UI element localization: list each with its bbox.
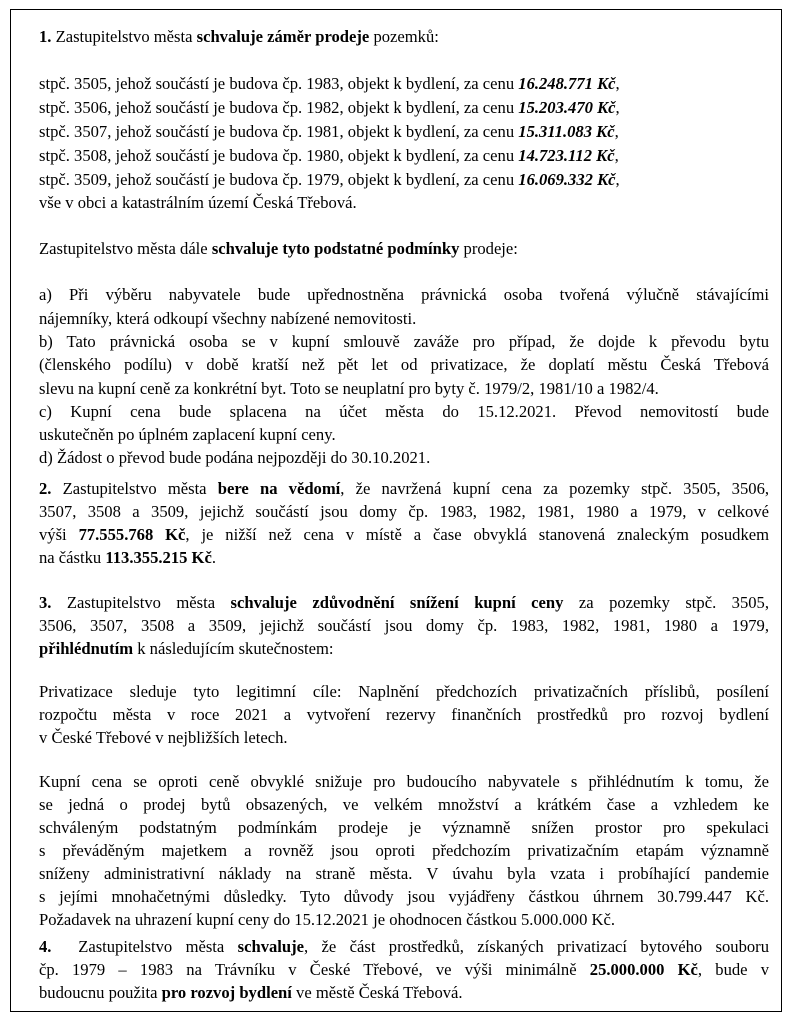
cond-bold: schvaluje tyto podstatné podmínky bbox=[211, 239, 460, 258]
condition-a-line2: nájemníky, která odkoupí všechny nabízené nemovitosti. bbox=[39, 309, 417, 328]
s3-para2-line2: se jedná o prodej bytů obsazených, ve velkém množství a krátkém čase a vzhledem ke bbox=[39, 795, 769, 814]
s2-appraisal-price: 113.355.215 Kč bbox=[105, 548, 212, 567]
s4-min-amount: 25.000.000 Kč bbox=[589, 960, 698, 979]
s1-conditions-heading bbox=[39, 239, 769, 260]
s4-l3-text: budoucnu použita bbox=[39, 983, 162, 1002]
s4-line1 bbox=[39, 937, 769, 958]
s4-l2-text: čp. 1979 – 1983 na Trávníku v České Třebové, ve výši minimálně bbox=[39, 960, 590, 979]
item-price: 16.248.771 Kč bbox=[518, 74, 616, 93]
s1-item-3508 bbox=[39, 146, 769, 167]
s3-para2-line7: Požadavek na uhrazení kupní ceny do 15.12.2021 je ohodnocen částkou 5.000.000 Kč. bbox=[39, 910, 616, 929]
s2-l3-tail: , je nižší než cena v místě a čase obvyklá stanovená znaleckým posudkem bbox=[185, 525, 770, 544]
item-text: stpč. 3509, jehož součástí je budova čp. 1979, objekt k bydlení, za cenu bbox=[39, 170, 519, 189]
s2-l4-tail: . bbox=[211, 548, 216, 567]
s4-l3-tail: ve městě Česká Třebová. bbox=[291, 983, 463, 1002]
item-text: stpč. 3507, jehož součástí je budova čp. 1981, objekt k bydlení, za cenu bbox=[39, 122, 519, 141]
item-text: stpč. 3505, jehož součástí je budova čp. 1983, objekt k bydlení, za cenu bbox=[39, 74, 519, 93]
s3-line1 bbox=[39, 593, 769, 614]
condition-b-line1: b) Tato právnická osoba se v kupní smlouvě zaváže pro případ, že dojde k převodu bytu bbox=[39, 332, 769, 351]
s4-text: Zastupitelstvo města bbox=[51, 937, 238, 956]
s4-tail: , že část prostředků, získaných privatizací bytového souboru bbox=[304, 937, 769, 956]
s3-para2-line3: schváleným podstatným podmínkám prodeje je významně snížen prostor pro spekulaci bbox=[39, 818, 769, 837]
s3-para1-line3: v České Třebové v nejbližších letech. bbox=[39, 728, 288, 747]
condition-b-line3: slevu na kupní ceně za konkrétní byt. Toto se neuplatní pro byty č. 1979/2, 1981/10 a 1982/4. bbox=[39, 379, 659, 398]
document-frame bbox=[10, 9, 782, 1012]
item-post: , bbox=[614, 146, 619, 165]
s2-l4-text: na částku bbox=[39, 548, 106, 567]
s3-text: Zastupitelstvo města bbox=[51, 593, 231, 612]
s2-line2: 3507, 3508 a 3509, jejichž součástí jsou domy čp. 1983, 1982, 1981, 1980 a 1979, v celkové bbox=[39, 502, 769, 521]
s2-l3-text: výši bbox=[39, 525, 79, 544]
s1-item-3509 bbox=[39, 170, 769, 191]
s2-number: 2. bbox=[39, 479, 52, 498]
s4-line2 bbox=[39, 960, 769, 981]
s4-line3 bbox=[39, 983, 769, 1004]
condition-c-line1: c) Kupní cena bude splacena na účet města do 15.12.2021. Převod nemovitostí bude bbox=[39, 402, 769, 421]
s3-tail: za pozemky stpč. 3505, bbox=[563, 593, 769, 612]
item-price: 16.069.332 Kč bbox=[518, 170, 616, 189]
condition-c-line2: uskutečněn po úplném zaplacení kupní ceny. bbox=[39, 425, 336, 444]
item-price: 15.203.470 Kč bbox=[518, 98, 616, 117]
cond-tail: prodeje: bbox=[459, 239, 518, 258]
s2-text: Zastupitelstvo města bbox=[51, 479, 218, 498]
s3-para2-line4: s převáděným majetkem a rovněž jsou oproti předchozím privatizačním etapám významně bbox=[39, 841, 769, 860]
item-post: , bbox=[615, 170, 620, 189]
s1-heading bbox=[39, 27, 769, 48]
condition-d-line1: d) Žádost o převod bude podána nejpozději do 30.10.2021. bbox=[39, 448, 431, 467]
s1-item-3506 bbox=[39, 98, 769, 119]
s3-para2-line5: sníženy administrativní náklady na straně města. V úvahu byla vzata i probíhající pandemie bbox=[39, 864, 769, 883]
s4-bold: schvaluje bbox=[237, 937, 305, 956]
s2-line3 bbox=[39, 525, 769, 546]
s3-number: 3. bbox=[39, 593, 52, 612]
s3-l3-bold: přihlédnutím bbox=[39, 639, 134, 658]
s3-para2-line1: Kupní cena se oproti ceně obvyklé snižuje pro budoucího nabyvatele s přihlédnutím k tomu, že bbox=[39, 772, 769, 791]
item-text: stpč. 3508, jehož součástí je budova čp. 1980, objekt k bydlení, za cenu bbox=[39, 146, 519, 165]
item-post: , bbox=[615, 98, 620, 117]
item-post: , bbox=[614, 122, 619, 141]
s4-l3-bold: pro rozvoj bydlení bbox=[161, 983, 292, 1002]
item-price: 15.311.083 Kč bbox=[518, 122, 615, 141]
s3-bold: schvaluje zdůvodnění snížení kupní ceny bbox=[230, 593, 564, 612]
s2-total-price: 77.555.768 Kč bbox=[78, 525, 186, 544]
s3-line3 bbox=[39, 639, 769, 660]
s1-heading-bold: schvaluje záměr prodeje bbox=[196, 27, 370, 46]
condition-a-line1: a) Při výběru nabyvatele bude upřednostněna právnická osoba tvořená výlučně stávajícími bbox=[39, 285, 769, 304]
condition-b-line2: (členského podílu) v době kratší než pět let od privatizace, že doplatí městu Česká Třebová bbox=[39, 355, 769, 374]
s1-heading-text: Zastupitelstvo města bbox=[51, 27, 197, 46]
s1-item-3505 bbox=[39, 74, 769, 95]
s2-line1 bbox=[39, 479, 769, 500]
s3-para1-line2: rozpočtu města v roce 2021 a vytvoření rezervy finančních prostředků pro rozvoj bydlení bbox=[39, 705, 769, 724]
s4-l2-tail: , bude v bbox=[697, 960, 770, 979]
s1-tail: vše v obci a katastrálním území Česká Třebová. bbox=[39, 193, 357, 212]
s4-number: 4. bbox=[39, 937, 52, 956]
s2-tail: , že navržená kupní cena za pozemky stpč. 3505, 3506, bbox=[340, 479, 770, 498]
item-post: , bbox=[615, 74, 620, 93]
cond-text: Zastupitelstvo města dále bbox=[39, 239, 212, 258]
s1-number: 1. bbox=[39, 27, 52, 46]
item-price: 14.723.112 Kč bbox=[518, 146, 615, 165]
s3-para1-line1: Privatizace sleduje tyto legitimní cíle: Naplnění předchozích privatizačních příslibů, posílení bbox=[39, 682, 769, 701]
s2-bold: bere na vědomí bbox=[217, 479, 341, 498]
s1-item-3507 bbox=[39, 122, 769, 143]
s1-heading-tail: pozemků: bbox=[369, 27, 439, 46]
s3-para2-line6: s jejími mnohačetnými důsledky. Tyto důvody jsou vyjádřeny částkou úhrnem 30.799.447 Kč. bbox=[39, 887, 769, 906]
s3-l3-tail: k následujícím skutečnostem: bbox=[133, 639, 334, 658]
s3-line2: 3506, 3507, 3508 a 3509, jejichž součástí jsou domy čp. 1983, 1982, 1981, 1980 a 1979, bbox=[39, 616, 769, 635]
s2-line4 bbox=[39, 548, 769, 569]
item-text: stpč. 3506, jehož součástí je budova čp. 1982, objekt k bydlení, za cenu bbox=[39, 98, 519, 117]
